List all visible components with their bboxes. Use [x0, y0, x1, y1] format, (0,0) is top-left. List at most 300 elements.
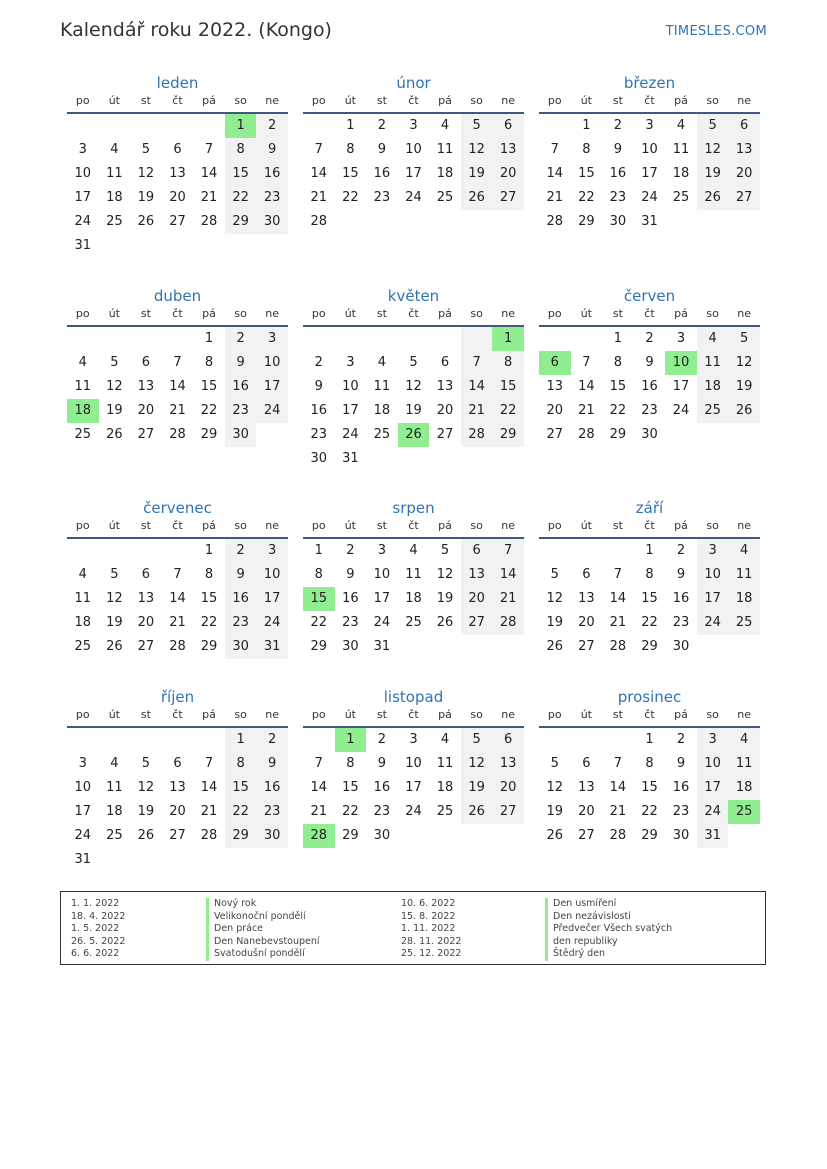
day-cell: 15 [200, 591, 218, 606]
weekday-label: čt [172, 708, 183, 721]
day-cell: 13 [169, 780, 186, 795]
day-cell: 12 [106, 379, 123, 394]
weekday-header [303, 708, 524, 728]
empty-cell [162, 728, 194, 752]
day-cell: 14 [169, 591, 186, 606]
weekday-label: so [470, 708, 483, 721]
day-cell: 11 [728, 563, 760, 587]
empty-cell [303, 114, 335, 138]
day-cell: 23 [225, 611, 257, 635]
legend-holiday-name: Den nezávislosti [545, 911, 672, 924]
day-cell: 4 [697, 327, 729, 351]
day-grid [539, 114, 760, 234]
weekday-label: út [108, 519, 120, 532]
day-cell: 8 [314, 567, 323, 582]
day-cell: 15 [641, 780, 658, 795]
weekday-label: ne [501, 708, 516, 721]
weekday-header [303, 519, 524, 539]
day-cell: 5 [461, 728, 493, 752]
weekday-label: út [108, 307, 120, 320]
day-cell: 16 [225, 375, 257, 399]
day-cell: 5 [697, 114, 729, 138]
empty-cell [67, 327, 99, 351]
empty-cell [461, 327, 493, 351]
day-cell: 8 [204, 567, 214, 582]
day-cell: 26 [697, 186, 729, 210]
weekday-label: ne [501, 307, 516, 320]
holiday-day-cell: 15 [303, 587, 335, 611]
day-cell: 30 [672, 639, 690, 654]
day-cell: 1 [645, 543, 654, 558]
day-cell: 16 [672, 591, 690, 606]
day-cell: 24 [74, 828, 92, 843]
day-cell: 18 [405, 591, 422, 606]
weekday-label: čt [172, 307, 183, 320]
day-cell: 19 [728, 375, 760, 399]
weekday-label: po [75, 307, 90, 320]
day-cell: 20 [728, 162, 760, 186]
day-cell: 16 [641, 379, 658, 394]
weekday-label: ne [737, 307, 752, 320]
day-cell: 28 [200, 214, 218, 229]
day-cell: 22 [641, 804, 658, 819]
empty-cell [67, 114, 99, 138]
day-cell: 7 [613, 756, 623, 771]
day-cell: 27 [137, 639, 155, 654]
day-cell: 10 [342, 379, 359, 394]
day-cell: 12 [546, 591, 564, 606]
day-cell: 30 [641, 427, 658, 442]
day-cell: 7 [173, 355, 182, 370]
day-cell: 2 [645, 331, 654, 346]
day-cell: 24 [256, 611, 288, 635]
weekday-label: pá [674, 708, 688, 721]
day-cell: 14 [310, 780, 328, 795]
empty-cell [193, 114, 225, 138]
weekday-label: čt [408, 519, 419, 532]
day-cell: 27 [578, 828, 595, 843]
day-cell: 13 [137, 591, 155, 606]
day-cell: 29 [641, 828, 658, 843]
holiday-day-cell: 1 [492, 327, 524, 351]
holiday-day-cell: 1 [335, 728, 367, 752]
day-cell: 9 [256, 752, 288, 776]
day-cell: 16 [342, 591, 359, 606]
day-cell: 25 [106, 214, 123, 229]
day-cell: 18 [697, 375, 729, 399]
empty-cell [398, 327, 430, 351]
day-grid [67, 539, 288, 659]
day-cell: 5 [550, 567, 559, 582]
day-cell: 19 [436, 591, 454, 606]
day-cell: 2 [225, 327, 257, 351]
weekday-label: út [580, 708, 592, 721]
day-cell: 16 [256, 776, 288, 800]
day-cell: 31 [74, 852, 92, 867]
legend-date: 1. 11. 2022 [401, 923, 456, 934]
empty-cell [571, 728, 603, 752]
day-cell: 2 [377, 118, 387, 133]
day-cell: 20 [436, 403, 454, 418]
weekday-label: st [612, 307, 623, 320]
legend-holiday-name: Den práce [206, 923, 320, 936]
day-cell: 6 [141, 567, 151, 582]
day-cell: 1 [346, 118, 355, 133]
day-cell: 31 [342, 451, 359, 466]
legend-holiday-name: den republiky [545, 936, 672, 949]
day-grid [303, 539, 524, 659]
day-grid [67, 728, 288, 872]
day-cell: 30 [609, 214, 627, 229]
day-cell: 9 [225, 351, 257, 375]
day-cell: 17 [74, 804, 92, 819]
day-cell: 23 [373, 190, 391, 205]
day-cell: 3 [697, 728, 729, 752]
day-cell: 15 [609, 379, 627, 394]
day-cell: 3 [409, 118, 418, 133]
day-cell: 26 [106, 427, 123, 442]
day-cell: 9 [645, 355, 654, 370]
day-cell: 3 [676, 331, 686, 346]
day-cell: 10 [641, 142, 658, 157]
day-cell: 23 [672, 804, 690, 819]
day-cell: 14 [578, 379, 595, 394]
weekday-header [539, 307, 760, 327]
day-cell: 15 [492, 375, 524, 399]
day-cell: 3 [346, 355, 355, 370]
empty-cell [539, 114, 571, 138]
month-prosinec [539, 686, 760, 848]
weekday-label: so [470, 519, 483, 532]
day-cell: 2 [613, 118, 623, 133]
weekday-label: ne [265, 519, 280, 532]
weekday-label: pá [202, 307, 216, 320]
day-cell: 2 [225, 539, 257, 563]
day-cell: 23 [609, 190, 627, 205]
weekday-label: čt [644, 307, 655, 320]
empty-cell [539, 728, 571, 752]
day-cell: 27 [546, 427, 564, 442]
day-cell: 15 [578, 166, 595, 181]
legend-names-right [545, 898, 672, 961]
day-cell: 17 [405, 166, 422, 181]
day-cell: 22 [609, 403, 627, 418]
day-cell: 28 [578, 427, 595, 442]
day-cell: 30 [310, 451, 328, 466]
day-cell: 27 [169, 214, 186, 229]
day-cell: 4 [409, 543, 418, 558]
weekday-label: st [376, 708, 387, 721]
day-cell: 9 [256, 138, 288, 162]
day-cell: 20 [578, 804, 595, 819]
legend-holiday-name: Den Nanebevstoupení [206, 936, 320, 949]
day-cell: 8 [346, 756, 355, 771]
legend-holiday-name: Svatodušní pondělí [206, 948, 320, 961]
weekday-label: so [706, 519, 719, 532]
weekday-label: po [75, 708, 90, 721]
day-cell: 27 [137, 427, 155, 442]
weekday-label: pá [438, 307, 452, 320]
weekday-label: po [547, 94, 562, 107]
weekday-label: pá [438, 519, 452, 532]
weekday-header [303, 94, 524, 114]
holiday-day-cell: 10 [665, 351, 697, 375]
weekday-label: st [140, 94, 151, 107]
day-cell: 26 [461, 800, 493, 824]
day-cell: 23 [641, 403, 658, 418]
day-cell: 8 [645, 567, 654, 582]
weekday-label: po [311, 708, 326, 721]
day-cell: 1 [613, 331, 623, 346]
day-cell: 6 [582, 756, 591, 771]
legend-holiday-name: Velikonoční pondělí [206, 911, 320, 924]
day-cell: 19 [137, 190, 155, 205]
month-srpen [303, 497, 524, 659]
day-cell: 19 [546, 615, 564, 630]
day-grid [67, 327, 288, 447]
empty-cell [162, 114, 194, 138]
day-cell: 20 [169, 804, 186, 819]
day-cell: 3 [256, 539, 288, 563]
day-cell: 22 [310, 615, 328, 630]
month-březen [539, 72, 760, 234]
weekday-label: st [612, 519, 623, 532]
day-cell: 6 [461, 539, 493, 563]
day-cell: 24 [373, 615, 391, 630]
day-cell: 2 [676, 543, 686, 558]
month-name: duben [153, 287, 202, 305]
day-cell: 23 [672, 615, 690, 630]
day-grid [303, 114, 524, 234]
day-cell: 26 [728, 399, 760, 423]
day-cell: 15 [342, 166, 359, 181]
weekday-label: so [234, 519, 247, 532]
day-cell: 26 [137, 828, 155, 843]
weekday-label: so [234, 708, 247, 721]
legend-date: 1. 1. 2022 [71, 898, 120, 909]
day-cell: 29 [609, 427, 627, 442]
month-name: březen [623, 74, 676, 92]
legend-date: 25. 12. 2022 [401, 948, 462, 959]
day-cell: 19 [405, 403, 422, 418]
weekday-header [67, 519, 288, 539]
weekday-label: ne [501, 519, 516, 532]
weekday-label: út [580, 307, 592, 320]
day-cell: 20 [461, 587, 493, 611]
legend-holiday-name: Předvečer Všech svatých [545, 923, 672, 936]
day-cell: 9 [346, 567, 355, 582]
day-cell: 9 [377, 142, 387, 157]
day-cell: 22 [641, 615, 658, 630]
day-cell: 18 [436, 780, 454, 795]
day-cell: 20 [137, 615, 155, 630]
day-cell: 27 [492, 800, 524, 824]
brand-logo[interactable]: TIMESLES.COM [665, 24, 767, 39]
day-cell: 14 [200, 780, 218, 795]
weekday-label: út [344, 94, 356, 107]
weekday-label: pá [674, 307, 688, 320]
day-cell: 24 [405, 804, 422, 819]
day-cell: 11 [106, 166, 123, 181]
day-cell: 30 [342, 639, 359, 654]
day-cell: 19 [697, 162, 729, 186]
day-cell: 23 [373, 804, 391, 819]
month-name: leden [156, 74, 199, 92]
weekday-label: út [108, 708, 120, 721]
holiday-day-cell: 18 [67, 399, 99, 423]
day-cell: 24 [405, 190, 422, 205]
weekday-label: pá [674, 519, 688, 532]
day-cell: 4 [377, 355, 387, 370]
day-cell: 18 [106, 804, 123, 819]
day-cell: 22 [200, 615, 218, 630]
day-cell: 26 [546, 828, 564, 843]
day-cell: 26 [106, 639, 123, 654]
day-cell: 1 [204, 543, 214, 558]
weekday-label: čt [172, 94, 183, 107]
day-cell: 1 [314, 543, 323, 558]
day-cell: 11 [74, 591, 92, 606]
month-listopad [303, 686, 524, 848]
weekday-header [67, 708, 288, 728]
empty-cell [99, 327, 131, 351]
day-cell: 8 [225, 138, 257, 162]
day-cell: 18 [728, 587, 760, 611]
day-cell: 13 [578, 780, 595, 795]
day-cell: 21 [609, 804, 627, 819]
day-cell: 2 [676, 732, 686, 747]
weekday-label: čt [408, 708, 419, 721]
weekday-label: po [311, 307, 326, 320]
day-cell: 4 [110, 756, 119, 771]
day-cell: 12 [697, 138, 729, 162]
empty-cell [303, 728, 335, 752]
empty-cell [162, 327, 194, 351]
weekday-label: st [140, 519, 151, 532]
weekday-label: čt [644, 519, 655, 532]
day-cell: 29 [225, 210, 257, 234]
day-cell: 7 [550, 142, 559, 157]
day-cell: 29 [200, 639, 218, 654]
day-cell: 10 [373, 567, 391, 582]
day-cell: 5 [141, 756, 151, 771]
empty-cell [429, 327, 461, 351]
empty-cell [366, 327, 398, 351]
day-cell: 28 [461, 423, 493, 447]
day-cell: 6 [173, 142, 182, 157]
holiday-legend [60, 891, 766, 965]
day-cell: 12 [728, 351, 760, 375]
day-cell: 23 [256, 186, 288, 210]
day-cell: 16 [225, 587, 257, 611]
day-cell: 25 [74, 639, 92, 654]
day-cell: 12 [436, 567, 454, 582]
day-cell: 13 [492, 752, 524, 776]
weekday-label: út [344, 519, 356, 532]
day-cell: 17 [74, 190, 92, 205]
day-grid [303, 728, 524, 848]
day-cell: 22 [492, 399, 524, 423]
day-cell: 20 [169, 190, 186, 205]
day-cell: 30 [225, 423, 257, 447]
day-cell: 24 [697, 800, 729, 824]
day-cell: 14 [461, 375, 493, 399]
day-cell: 8 [346, 142, 355, 157]
day-cell: 11 [728, 752, 760, 776]
day-cell: 3 [256, 327, 288, 351]
day-cell: 18 [672, 166, 690, 181]
day-cell: 9 [676, 756, 686, 771]
weekday-label: st [140, 307, 151, 320]
day-cell: 28 [200, 828, 218, 843]
month-name: červen [623, 287, 676, 305]
empty-cell [130, 327, 162, 351]
day-cell: 18 [74, 615, 92, 630]
weekday-label: st [140, 708, 151, 721]
month-name: září [635, 499, 664, 517]
day-cell: 1 [225, 728, 257, 752]
weekday-label: ne [265, 94, 280, 107]
weekday-label: st [376, 519, 387, 532]
day-cell: 14 [200, 166, 218, 181]
weekday-label: so [234, 94, 247, 107]
day-cell: 21 [169, 403, 186, 418]
day-cell: 9 [225, 563, 257, 587]
day-cell: 21 [609, 615, 627, 630]
day-cell: 28 [609, 639, 627, 654]
day-cell: 15 [225, 776, 257, 800]
day-cell: 28 [169, 427, 186, 442]
day-cell: 21 [310, 190, 328, 205]
day-cell: 12 [137, 780, 155, 795]
month-září [539, 497, 760, 659]
day-cell: 23 [225, 399, 257, 423]
weekday-header [539, 708, 760, 728]
day-cell: 2 [256, 114, 288, 138]
day-cell: 9 [314, 379, 323, 394]
day-cell: 13 [137, 379, 155, 394]
weekday-label: po [311, 519, 326, 532]
day-cell: 3 [697, 539, 729, 563]
day-cell: 6 [728, 114, 760, 138]
weekday-label: so [706, 708, 719, 721]
day-cell: 2 [377, 732, 387, 747]
day-cell: 27 [169, 828, 186, 843]
weekday-header [303, 307, 524, 327]
weekday-label: út [580, 519, 592, 532]
day-cell: 9 [613, 142, 623, 157]
month-červenec [67, 497, 288, 659]
day-cell: 21 [310, 804, 328, 819]
day-cell: 2 [314, 355, 323, 370]
day-cell: 7 [173, 567, 182, 582]
day-cell: 25 [672, 190, 690, 205]
day-cell: 29 [641, 639, 658, 654]
day-cell: 27 [492, 186, 524, 210]
month-name: únor [396, 74, 431, 92]
day-cell: 15 [641, 591, 658, 606]
day-cell: 15 [225, 162, 257, 186]
day-cell: 13 [436, 379, 454, 394]
month-květen [303, 285, 524, 471]
day-cell: 7 [461, 351, 493, 375]
empty-cell [67, 728, 99, 752]
day-cell: 5 [461, 114, 493, 138]
day-cell: 28 [609, 828, 627, 843]
legend-holiday-name: Den usmíření [545, 898, 672, 911]
day-cell: 27 [728, 186, 760, 210]
day-cell: 3 [409, 732, 418, 747]
